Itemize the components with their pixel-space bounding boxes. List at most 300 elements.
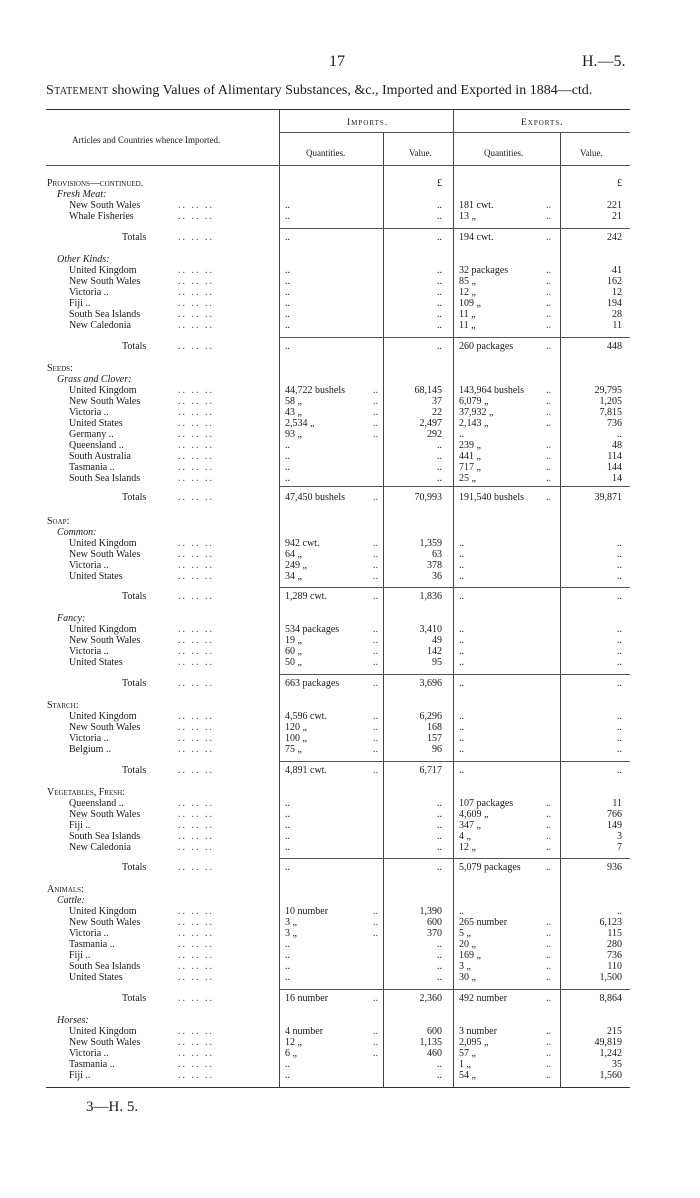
export-quantity: 4,609 „ (459, 809, 489, 820)
leader-dots: .. (373, 928, 378, 939)
leader-dots: .. (373, 917, 378, 928)
table-row (0, 635, 700, 646)
export-value: .. (617, 646, 622, 657)
leader-dots: .. .. .. (178, 809, 214, 820)
row-label: New South Wales (69, 809, 141, 820)
table-row (0, 320, 700, 331)
import-quantity: 34 „ (285, 571, 302, 582)
export-quantity: 191,540 bushels (459, 492, 524, 503)
import-value: .. (437, 1070, 442, 1081)
header-exports: Exports. (521, 118, 564, 128)
table-row (0, 1026, 700, 1037)
leader-dots: .. (546, 265, 551, 276)
import-value: .. (437, 298, 442, 309)
import-value: 600 (427, 917, 442, 928)
export-quantity: 181 cwt. (459, 200, 494, 211)
leader-dots: .. .. .. (178, 820, 214, 831)
import-value: 1,836 (419, 591, 442, 602)
row-label: Common: (57, 527, 97, 538)
import-quantity: 12 „ (285, 1037, 302, 1048)
leader-dots: .. .. .. (178, 1059, 214, 1070)
table-row (0, 1015, 700, 1026)
export-quantity: 3 number (459, 1026, 498, 1037)
table-row (0, 287, 700, 298)
export-value: .. (617, 765, 622, 776)
import-value: .. (437, 462, 442, 473)
table-bottom-rule (46, 1087, 630, 1088)
export-quantity: .. (459, 624, 464, 635)
import-quantity: .. (285, 211, 290, 222)
leader-dots: .. (373, 1037, 378, 1048)
export-quantity: 265 number (459, 917, 508, 928)
leader-dots: .. .. .. (178, 298, 214, 309)
import-value: 142 (427, 646, 442, 657)
row-label: New South Wales (69, 200, 141, 211)
export-value: 11 (612, 798, 622, 809)
export-value: 115 (607, 928, 622, 939)
leader-dots: .. .. .. (178, 211, 214, 222)
export-quantity: 5 „ (459, 928, 471, 939)
row-label: Tasmania .. (69, 939, 115, 950)
export-quantity: 239 „ (459, 440, 481, 451)
export-quantity: 2,143 „ (459, 418, 489, 429)
leader-dots: .. (546, 341, 551, 352)
export-value: 110 (607, 961, 622, 972)
import-quantity: 1,289 cwt. (285, 591, 327, 602)
export-value: 48 (612, 440, 622, 451)
leader-dots: .. (546, 917, 551, 928)
export-quantity: 260 packages (459, 341, 514, 352)
import-quantity: .. (285, 950, 290, 961)
export-quantity: .. (459, 711, 464, 722)
totals-rule (280, 674, 630, 675)
leader-dots: .. .. .. (178, 309, 214, 320)
table-row (0, 429, 700, 440)
import-quantity: .. (285, 320, 290, 331)
export-value: 194 (607, 298, 622, 309)
table-row (0, 809, 700, 820)
leader-dots: .. .. .. (178, 842, 214, 853)
row-label: New South Wales (69, 276, 141, 287)
leader-dots: .. .. .. (178, 385, 214, 396)
import-quantity: .. (285, 341, 290, 352)
import-value: 1,359 (419, 538, 442, 549)
export-value: 41 (612, 265, 622, 276)
row-label: New Caledonia (69, 842, 131, 853)
row-label: South Sea Islands (69, 961, 141, 972)
export-value: 1,560 (599, 1070, 622, 1081)
row-label: New South Wales (69, 635, 141, 646)
export-quantity: 347 „ (459, 820, 481, 831)
leader-dots: .. (546, 232, 551, 243)
leader-dots: .. (373, 549, 378, 560)
leader-dots: .. .. .. (178, 287, 214, 298)
row-label: Animals: (47, 884, 84, 895)
leader-dots: .. (546, 211, 551, 222)
table-row (0, 363, 700, 374)
leader-dots: .. (546, 451, 551, 462)
leader-dots: .. (546, 287, 551, 298)
import-value: .. (437, 862, 442, 873)
export-value: .. (617, 678, 622, 689)
row-label: Victoria .. (69, 560, 109, 571)
import-value: 37 (432, 396, 442, 407)
row-label: Totals (122, 993, 147, 1004)
table-row (0, 820, 700, 831)
import-quantity: 50 „ (285, 657, 302, 668)
export-quantity: 441 „ (459, 451, 481, 462)
table-row (0, 722, 700, 733)
row-label: United Kingdom (69, 538, 137, 549)
leader-dots: .. .. .. (178, 1026, 214, 1037)
totals-rule (280, 486, 630, 487)
page-footer: 3—H. 5. (86, 1099, 139, 1115)
row-label: Fiji .. (69, 298, 91, 309)
table-row (0, 492, 700, 503)
export-quantity: 2,095 „ (459, 1037, 489, 1048)
import-value: 6,296 (419, 711, 442, 722)
row-label: United Kingdom (69, 906, 137, 917)
export-value: 1,500 (599, 972, 622, 983)
page-number: 17 (329, 53, 345, 70)
import-quantity: 100 „ (285, 733, 307, 744)
table-row (0, 928, 700, 939)
import-value: 70,993 (414, 492, 442, 503)
table-row (0, 473, 700, 484)
row-label: New South Wales (69, 549, 141, 560)
row-label: Other Kinds: (57, 254, 110, 265)
import-quantity: .. (285, 1059, 290, 1070)
table-row (0, 178, 700, 189)
leader-dots: .. (546, 842, 551, 853)
export-quantity: .. (459, 744, 464, 755)
export-value: 28 (612, 309, 622, 320)
leader-dots: .. .. .. (178, 418, 214, 429)
import-value: .. (437, 798, 442, 809)
leader-dots: .. .. .. (178, 1070, 214, 1081)
export-value: .. (617, 571, 622, 582)
leader-dots: .. (373, 646, 378, 657)
leader-dots: .. .. .. (178, 200, 214, 211)
export-value: 11 (612, 320, 622, 331)
export-value: 1,205 (599, 396, 622, 407)
leader-dots: .. (546, 385, 551, 396)
table-row (0, 265, 700, 276)
export-quantity: .. (459, 657, 464, 668)
import-quantity: 2,534 „ (285, 418, 315, 429)
row-label: United States (69, 657, 123, 668)
table-row (0, 939, 700, 950)
import-quantity: 249 „ (285, 560, 307, 571)
import-quantity: 120 „ (285, 722, 307, 733)
table-row (0, 906, 700, 917)
import-value: 3,696 (419, 678, 442, 689)
row-label: Totals (122, 591, 147, 602)
export-quantity: 194 cwt. (459, 232, 494, 243)
row-label: South Australia (69, 451, 131, 462)
table-row (0, 560, 700, 571)
export-quantity: .. (459, 591, 464, 602)
import-quantity: .. (285, 287, 290, 298)
import-quantity: 10 number (285, 906, 329, 917)
export-quantity: 6,079 „ (459, 396, 489, 407)
import-quantity: 534 packages (285, 624, 340, 635)
export-quantity: 4 „ (459, 831, 471, 842)
table-row (0, 189, 700, 200)
row-label: Victoria .. (69, 928, 109, 939)
import-value: 378 (427, 560, 442, 571)
header-import-value: Value. (409, 148, 432, 158)
leader-dots: .. .. .. (178, 635, 214, 646)
import-value: 95 (432, 657, 442, 668)
leader-dots: .. (546, 972, 551, 983)
leader-dots: .. (373, 624, 378, 635)
leader-dots: .. .. .. (178, 473, 214, 484)
import-quantity: .. (285, 309, 290, 320)
row-label: Totals (122, 765, 147, 776)
export-quantity: 25 „ (459, 473, 476, 484)
row-label: Vegetables, Fresh: (47, 787, 125, 798)
row-label: New Caledonia (69, 320, 131, 331)
export-quantity: 32 packages (459, 265, 509, 276)
export-value: 280 (607, 939, 622, 950)
export-quantity: 492 number (459, 993, 508, 1004)
row-label: Victoria .. (69, 1048, 109, 1059)
leader-dots: .. (373, 1048, 378, 1059)
import-value: .. (437, 950, 442, 961)
import-quantity: 60 „ (285, 646, 302, 657)
import-quantity: .. (285, 1070, 290, 1081)
leader-dots: .. (546, 1059, 551, 1070)
import-value: 168 (427, 722, 442, 733)
export-value: 448 (607, 341, 622, 352)
import-quantity: .. (285, 831, 290, 842)
export-value: .. (617, 733, 622, 744)
export-value: 215 (607, 1026, 622, 1037)
totals-rule (280, 858, 630, 859)
leader-dots: .. .. .. (178, 440, 214, 451)
leader-dots: .. .. .. (178, 993, 214, 1004)
leader-dots: .. .. .. (178, 722, 214, 733)
totals-rule (280, 587, 630, 588)
import-quantity: .. (285, 440, 290, 451)
table-row (0, 309, 700, 320)
leader-dots: .. (373, 385, 378, 396)
row-label: Belgium .. (69, 744, 111, 755)
import-quantity: .. (285, 809, 290, 820)
import-value: .. (437, 232, 442, 243)
leader-dots: .. .. .. (178, 862, 214, 873)
leader-dots: .. (373, 711, 378, 722)
table-row (0, 211, 700, 222)
leader-dots: .. .. .. (178, 831, 214, 842)
row-label: United Kingdom (69, 711, 137, 722)
export-value: .. (617, 538, 622, 549)
leader-dots: .. .. .. (178, 462, 214, 473)
export-value: 736 (607, 418, 622, 429)
import-value: .. (437, 1059, 442, 1070)
export-quantity: 5,079 packages (459, 862, 521, 873)
leader-dots: .. (373, 1026, 378, 1037)
table-row (0, 276, 700, 287)
row-label: New South Wales (69, 722, 141, 733)
leader-dots: .. .. .. (178, 917, 214, 928)
row-label: Fiji .. (69, 820, 91, 831)
leader-dots: .. (546, 1048, 551, 1059)
export-value: £ (617, 178, 622, 189)
import-value: .. (437, 265, 442, 276)
leader-dots: .. .. .. (178, 492, 214, 503)
export-quantity: .. (459, 646, 464, 657)
export-value: 242 (607, 232, 622, 243)
export-quantity: 37,932 „ (459, 407, 494, 418)
export-value: 7,815 (599, 407, 622, 418)
export-quantity: 717 „ (459, 462, 481, 473)
import-quantity: .. (285, 961, 290, 972)
export-quantity: 11 „ (459, 320, 476, 331)
export-quantity: .. (459, 429, 464, 440)
table-row (0, 200, 700, 211)
table-row (0, 538, 700, 549)
row-label: Totals (122, 492, 147, 503)
leader-dots: .. (373, 571, 378, 582)
leader-dots: .. (546, 809, 551, 820)
leader-dots: .. (373, 560, 378, 571)
export-quantity: 143,964 bushels (459, 385, 524, 396)
export-quantity: 12 „ (459, 287, 476, 298)
leader-dots: .. (546, 862, 551, 873)
export-quantity: 109 „ (459, 298, 481, 309)
import-value: .. (437, 211, 442, 222)
title-lead: Statement (46, 83, 109, 98)
import-value: .. (437, 809, 442, 820)
row-label: Totals (122, 232, 147, 243)
row-label: South Sea Islands (69, 309, 141, 320)
totals-rule (280, 989, 630, 990)
leader-dots: .. .. .. (178, 711, 214, 722)
export-value: 29,795 (594, 385, 622, 396)
import-quantity: 43 „ (285, 407, 302, 418)
table-row (0, 254, 700, 265)
import-value: 2,360 (419, 993, 442, 1004)
header-export-quantities: Quantities. (484, 148, 524, 158)
row-label: Totals (122, 678, 147, 689)
table-row (0, 646, 700, 657)
export-value: 936 (607, 862, 622, 873)
row-label: Totals (122, 862, 147, 873)
row-label: United Kingdom (69, 385, 137, 396)
import-quantity: .. (285, 972, 290, 983)
table-row (0, 341, 700, 352)
leader-dots: .. (546, 1037, 551, 1048)
leader-dots: .. (546, 993, 551, 1004)
import-value: .. (437, 320, 442, 331)
leader-dots: .. (373, 418, 378, 429)
export-value: 49,819 (594, 1037, 622, 1048)
import-value: .. (437, 842, 442, 853)
table-row (0, 418, 700, 429)
export-value: .. (617, 549, 622, 560)
import-quantity: .. (285, 798, 290, 809)
leader-dots: .. (373, 429, 378, 440)
import-value: 63 (432, 549, 442, 560)
export-quantity: 107 packages (459, 798, 514, 809)
table-row (0, 787, 700, 798)
export-value: 114 (607, 451, 622, 462)
export-value: .. (617, 624, 622, 635)
export-quantity: .. (459, 560, 464, 571)
import-quantity: 942 cwt. (285, 538, 320, 549)
leader-dots: .. (373, 396, 378, 407)
leader-dots: .. (373, 993, 378, 1004)
export-value: 35 (612, 1059, 622, 1070)
import-quantity: 93 „ (285, 429, 302, 440)
export-value: 39,871 (594, 492, 622, 503)
import-value: £ (437, 178, 442, 189)
header-group-rule (280, 132, 630, 133)
row-label: Victoria .. (69, 407, 109, 418)
import-quantity: 44,722 bushels (285, 385, 345, 396)
row-label: Seeds: (47, 363, 73, 374)
export-value: .. (617, 906, 622, 917)
import-quantity: .. (285, 939, 290, 950)
import-quantity: 19 „ (285, 635, 302, 646)
leader-dots: .. (546, 276, 551, 287)
row-label: Fiji .. (69, 950, 91, 961)
import-quantity: 3 „ (285, 917, 297, 928)
export-quantity: 13 „ (459, 211, 476, 222)
table-row (0, 591, 700, 602)
leader-dots: .. .. .. (178, 906, 214, 917)
table-row (0, 993, 700, 1004)
export-value: .. (617, 560, 622, 571)
table-top-rule (46, 109, 630, 110)
export-quantity: .. (459, 765, 464, 776)
table-row (0, 549, 700, 560)
leader-dots: .. .. .. (178, 571, 214, 582)
row-label: United States (69, 972, 123, 983)
table-row (0, 1048, 700, 1059)
leader-dots: .. .. .. (178, 276, 214, 287)
leader-dots: .. .. .. (178, 657, 214, 668)
row-label: New South Wales (69, 917, 141, 928)
table-row (0, 842, 700, 853)
export-quantity: .. (459, 906, 464, 917)
export-quantity: 85 „ (459, 276, 476, 287)
table-row (0, 1059, 700, 1070)
leader-dots: .. (546, 309, 551, 320)
import-value: 3,410 (419, 624, 442, 635)
header-import-quantities: Quantities. (306, 148, 346, 158)
export-value: .. (617, 429, 622, 440)
leader-dots: .. (546, 798, 551, 809)
leader-dots: .. .. .. (178, 320, 214, 331)
import-value: 49 (432, 635, 442, 646)
table-row (0, 440, 700, 451)
export-value: 149 (607, 820, 622, 831)
leader-dots: .. .. .. (178, 549, 214, 560)
export-value: 162 (607, 276, 622, 287)
export-value: 21 (612, 211, 622, 222)
leader-dots: .. .. .. (178, 798, 214, 809)
table-row (0, 884, 700, 895)
import-quantity: 47,450 bushels (285, 492, 345, 503)
leader-dots: .. .. .. (178, 950, 214, 961)
import-quantity: 64 „ (285, 549, 302, 560)
leader-dots: .. (373, 744, 378, 755)
import-quantity: 75 „ (285, 744, 302, 755)
table-row (0, 624, 700, 635)
